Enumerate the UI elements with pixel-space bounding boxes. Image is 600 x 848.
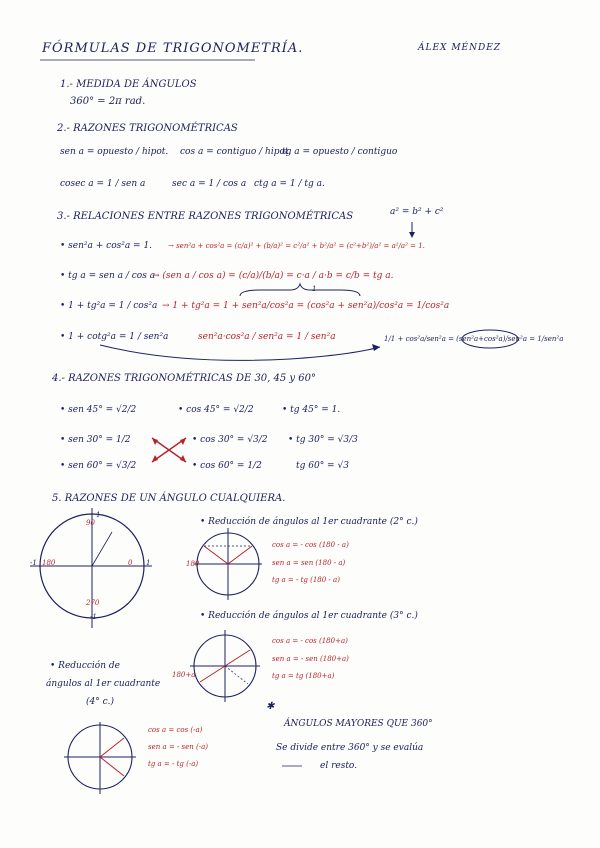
circle-label-0: 0 [128, 559, 133, 567]
greater-angles-line-2: el resto. [320, 761, 358, 771]
sen45-value: • sen 45° = √2/2 [60, 405, 137, 415]
circle-q2 [194, 528, 262, 600]
sec-definition: sec a = 1 / cos a [172, 179, 247, 189]
identity-4-proof: sen²a·cos²a / sen²a = 1 / sen²a [198, 332, 336, 342]
author-name: ÁLEX MÉNDEZ [418, 43, 502, 53]
identity-2: • tg a = sen a / cos a [60, 271, 156, 281]
note-star-icon: ✱ [266, 701, 275, 712]
cos30-value: • cos 30° = √3/2 [192, 435, 268, 445]
section-4-heading: 4.- RAZONES TRIGONOMÉTRICAS DE 30, 45 y 60° [52, 373, 316, 384]
circle-label-right: 1 [146, 559, 151, 567]
section-1-formula: 360° = 2π rad. [70, 96, 146, 107]
circle-label-90: 90 [86, 519, 95, 527]
q3-line-3: tg a = tg (180+a) [272, 672, 335, 680]
q3-line-2: sen a = - sen (180+a) [272, 655, 349, 663]
greater-angles-line-1: Se divide entre 360° y se evalúa [276, 743, 424, 753]
q2-line-2: sen a = sen (180 - a) [272, 559, 346, 567]
pythagoras-note: a² = b² + c² [390, 207, 444, 217]
q2-title: • Reducción de ángulos al 1er cuadrante (2° c.) [200, 517, 418, 527]
identity-2-proof: → (sen a / cos a) = (c/a)/(b/a) = c·a / a·b = c/b = tg a. [152, 271, 394, 281]
tg45-value: • tg 45° = 1. [282, 405, 341, 415]
q3-circle-label: 180+a [172, 671, 196, 679]
identity-4: • 1 + cotg²a = 1 / sen²a [60, 332, 169, 342]
q4-line-2: sen a = - sen (-a) [148, 743, 209, 751]
q4-title-line-1: • Reducción de [50, 661, 120, 671]
section-2-heading: 2.- RAZONES TRIGONOMÉTRICAS [57, 123, 238, 134]
brace-mark: 1 [312, 285, 317, 293]
identity-1: • sen²a + cos²a = 1. [60, 241, 153, 251]
identity-3: • 1 + tg²a = 1 / cos²a [60, 301, 158, 311]
q4-title-line-2: ángulos al 1er cuadrante [46, 679, 161, 689]
q4-line-3: tg a = - tg (-a) [148, 760, 199, 768]
circle-label-180: 180 [42, 559, 56, 567]
section-5-heading: 5. RAZONES DE UN ÁNGULO CUALQUIERA. [52, 493, 286, 504]
q3-line-1: cos a = - cos (180+a) [272, 637, 348, 645]
identity-3-proof: → 1 + tg²a = 1 + sen²a/cos²a = (cos²a + sen²a)/cos²a = 1/cos²a [162, 301, 450, 311]
circle-q3 [190, 630, 260, 702]
cos45-value: • cos 45° = √2/2 [178, 405, 254, 415]
q2-circle-label: 180 [186, 560, 200, 568]
ctg-definition: ctg a = 1 / tg a. [254, 179, 325, 189]
cos-definition: cos a = contiguo / hipot. [180, 147, 292, 157]
q3-title: • Reducción de ángulos al 1er cuadrante (3° c.) [200, 611, 418, 621]
circle-label-top-value: 1 [96, 511, 101, 519]
circle-label-bottom-value: -1 [90, 613, 97, 621]
brace-line [240, 284, 360, 296]
cosec-definition: cosec a = 1 / sen a [60, 179, 146, 189]
curved-arrow [100, 345, 380, 360]
tg60-value: tg 60° = √3 [296, 461, 349, 471]
greater-angles-title: ÁNGULOS MAYORES QUE 360° [284, 719, 433, 729]
sen60-value: • sen 60° = √3/2 [60, 461, 137, 471]
cos60-value: • cos 60° = 1/2 [192, 461, 262, 471]
identity-4-right: 1/1 + cos²a/sen²a = (sen²a+cos²a)/sen²a = 1/sen²a [384, 335, 564, 343]
sen30-value: • sen 30° = 1/2 [60, 435, 131, 445]
q2-line-3: tg a = - tg (180 - a) [272, 576, 340, 584]
page-title: FÓRMULAS DE TRIGONOMETRÍA. [42, 41, 304, 56]
q2-line-1: cos a = - cos (180 - a) [272, 541, 349, 549]
circle-label-270: 270 [86, 599, 100, 607]
tg30-value: • tg 30° = √3/3 [288, 435, 358, 445]
q4-line-1: cos a = cos (-a) [148, 726, 203, 734]
sen-definition: sen a = opuesto / hipot. [60, 147, 169, 157]
tg-definition: tg a = opuesto / contiguo [282, 147, 398, 157]
circle-q4 [64, 722, 136, 794]
section-1-heading: 1.- MEDIDA DE ÁNGULOS [60, 79, 197, 90]
circle-label-left: -1 [30, 559, 37, 567]
identity-1-proof: → sen²a + cos²a = (c/a)² + (b/a)² = c²/a² + b²/a² = (c²+b²)/a² = a²/a² = 1. [168, 242, 425, 250]
q4-title-line-3: (4° c.) [86, 697, 115, 707]
section-3-heading: 3.- RELACIONES ENTRE RAZONES TRIGONOMÉTRICAS [57, 211, 354, 222]
